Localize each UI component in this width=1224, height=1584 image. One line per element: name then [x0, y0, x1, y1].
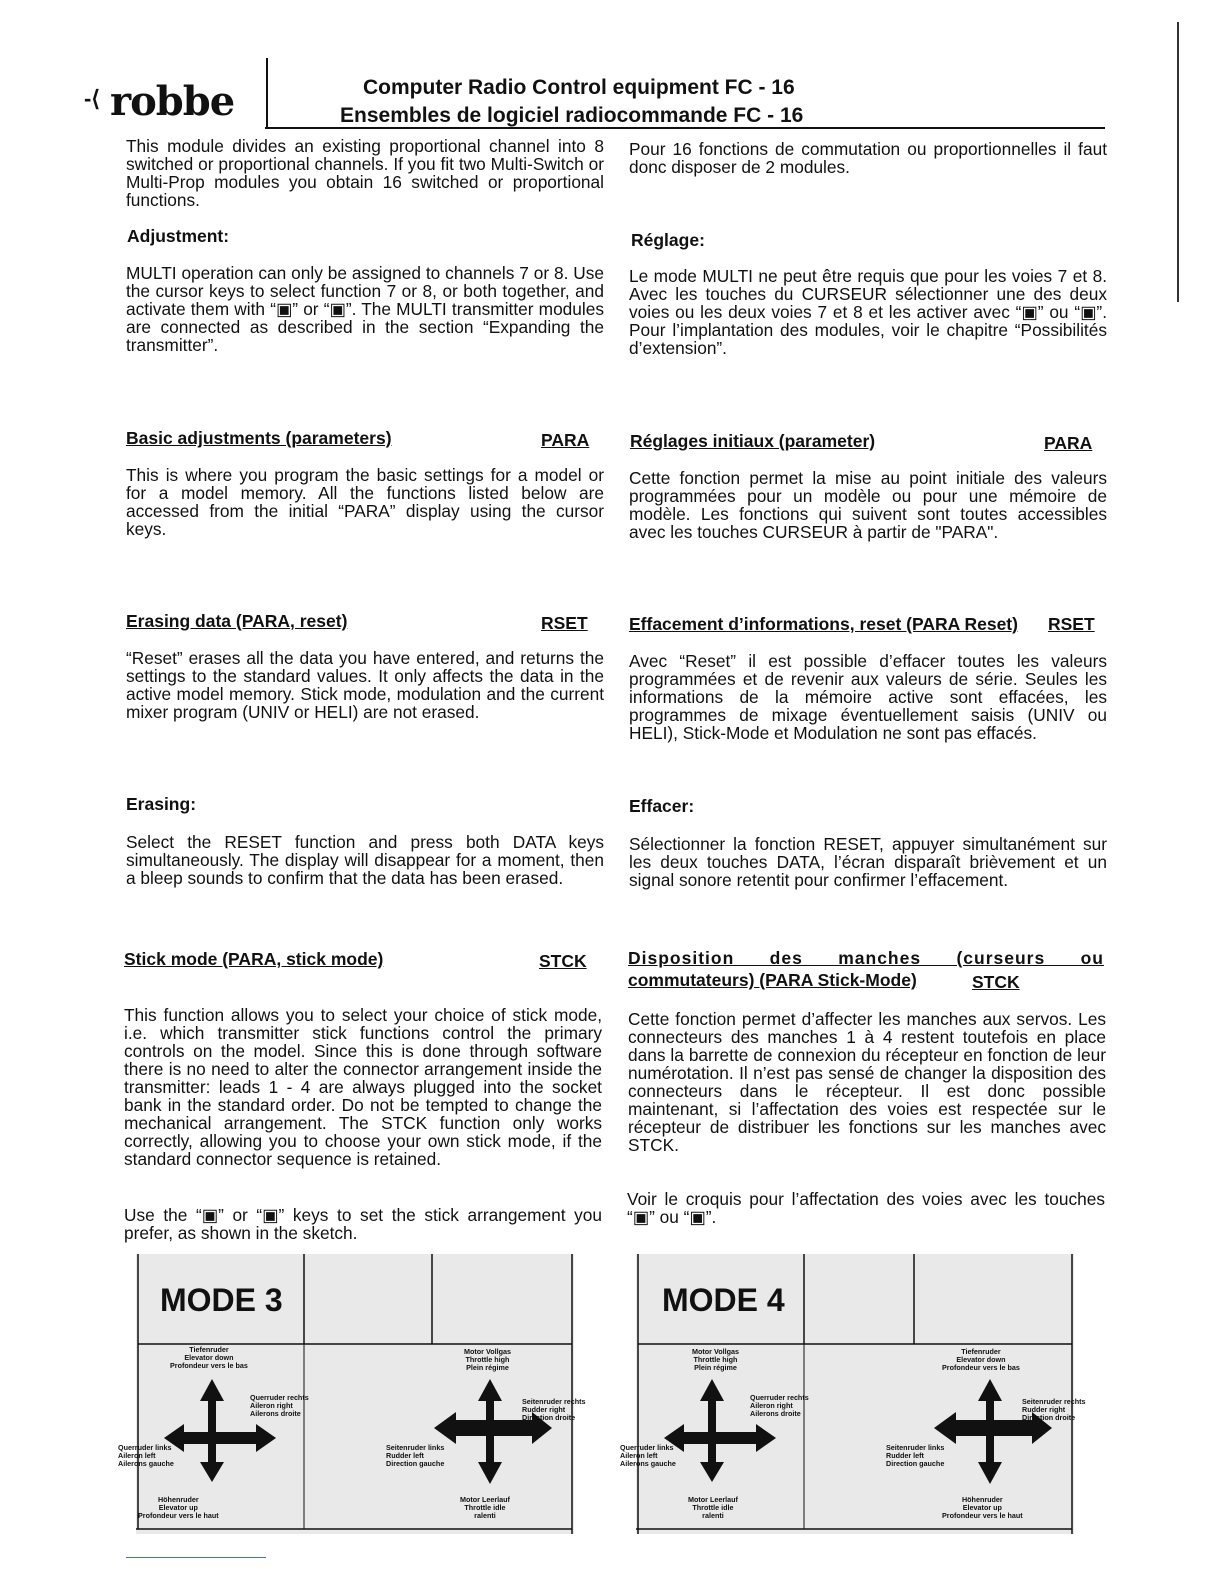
mode3-right-right-label: Seitenruder rechts Rudder right Direction droite [522, 1397, 586, 1422]
header-divider-vertical [266, 58, 268, 128]
right-erasing-data-heading: Effacement d’informations, reset (PARA Reset) [629, 614, 1018, 634]
right-adjustment-text: Le mode MULTI ne peut être requis que pour les voies 7 et 8. Avec les touches du CURSEUR sélectionner une des deux voies ou les deux voies 7 et 8 et les activer avec “▣” ou “▣”. Pour l’implantation des modules, voir le chapitre “Possibilités d’extension”. [629, 266, 1107, 358]
right-intro: Pour 16 fonctions de commutation ou proportionnelles il faut donc disposer de 2 modules. [629, 139, 1107, 177]
mode4-right-left-label: Seitenruder links Rudder left Direction gauche [886, 1443, 945, 1468]
right-basic-heading: Réglages initiaux (parameter) [630, 431, 876, 451]
mode3-left-left-label: Querruder links Aileron left Ailerons gauche [118, 1443, 174, 1468]
mode4-right-cross-icon [934, 1379, 1052, 1484]
header-rule [265, 127, 1105, 129]
left-stick-code: STCK [539, 951, 587, 971]
page-title-en: Computer Radio Control equipment FC - 16 [363, 76, 795, 99]
left-erasing-heading: Erasing: [126, 794, 197, 814]
mode3-right-down-label: Motor Leerlauf Throttle idle ralenti [460, 1495, 510, 1520]
mode4-right-up-label: Tiefenruder Elevator down Profondeur vers le bas [942, 1347, 1020, 1372]
left-stick-text: This function allows you to select your choice of stick mode, i.e. which transmitter stick functions control the primary controls on the model. Since this is done through software there is no need to alter the connector arrangement inside the transmitter: leads 1 - 4 are always plugged into the socket bank in the standard order. Do not be tempted to change the mechanical arrangement. The STCK function only works correctly, allowing you to choose your own stick mode, if the standard connector sequence is retained. [124, 1005, 602, 1169]
mode4-left-up-label: Motor Vollgas Throttle high Plein régime [692, 1347, 739, 1372]
page-edge-rule [1177, 22, 1179, 302]
left-adjustment-text: MULTI operation can only be assigned to channels 7 or 8. Use the cursor keys to select function 7 or 8, or both together, and activate them with “▣” or “▣”. The MULTI transmitter modules are connected as described in the section “Expanding the transmitter”. [126, 263, 604, 355]
right-erasing-heading: Effacer: [629, 796, 695, 816]
left-adjustment-heading: Adjustment: [127, 226, 230, 246]
right-stick-heading-line2: commutateurs) (PARA Stick-Mode) [628, 970, 917, 990]
mode4-left-down-label: Motor Leerlauf Throttle idle ralenti [688, 1495, 738, 1520]
left-erasing-data-heading: Erasing data (PARA, reset) [126, 611, 348, 631]
mode4-title: MODE 4 [662, 1282, 785, 1318]
right-adjustment-heading: Réglage: [631, 230, 705, 250]
right-basic-text: Cette fonction permet la mise au point initiale des valeurs programmées pour un modèle ou pour une mémoire de modèle. Les fonctions qui suivent sont toutes accessibles avec les touches CURSEUR à partir de "PARA". [629, 468, 1107, 542]
robbe-logo: robbe [110, 78, 235, 125]
left-erasing-data-text: “Reset” erases all the data you have entered, and returns the settings to the standard values. It only affects the data in the active model memory. Stick mode, modulation and the current mixer program (UNIV or HELI) are not erased. [126, 648, 604, 722]
mode4-diagram [620, 1254, 1086, 1534]
right-erasing-data-code: RSET [1048, 614, 1095, 634]
right-stick-heading-line1: Disposition des manches (curseurs ou [628, 948, 1104, 968]
left-intro: This module divides an existing proportional channel into 8 switched or proportional channels. If you fit two Multi-Switch or Multi-Prop modules you obtain 16 switched or proportional functions. [126, 136, 604, 210]
left-erasing-data-code: RSET [541, 613, 588, 633]
left-stick-heading: Stick mode (PARA, stick mode) [124, 949, 384, 969]
mode3-left-up-label: Tiefenruder Elevator down Profondeur vers le bas [170, 1345, 248, 1370]
right-erasing-text: Sélectionner la fonction RESET, appuyer simultanément sur les deux touches DATA, l’écran disparaît brièvement et un signal sonore retentit pour confirmer l’effacement. [629, 834, 1107, 890]
mode3-right-left-label: Seitenruder links Rudder left Direction gauche [386, 1443, 445, 1468]
mode4-left-left-label: Querruder links Aileron left Ailerons gauche [620, 1443, 676, 1468]
left-erasing-text: Select the RESET function and press both DATA keys simultaneously. The display will disappear for a moment, then a bleep sounds to confirm that the data has been erased. [126, 832, 604, 888]
mode3-title: MODE 3 [160, 1282, 283, 1318]
right-stick-text: Cette fonction permet d’affecter les manches aux servos. Les connecteurs des manches 1 à 4 restent toutefois en place dans la barrette de connexion du récepteur en fonction de leur numérotation. Il n’est pas sensé de changer la disposition des connecteurs dans le récepteur. Il est donc possible maintenant, si l’affectation des voies est respectée sur le récepteur de distribuer les fonctions sur les manches avec STCK. [628, 1009, 1106, 1155]
mode4-right-right-label: Seitenruder rechts Rudder right Direction droite [1022, 1397, 1086, 1422]
page-footer-rule [126, 1557, 266, 1558]
mode3-right-up-label: Motor Vollgas Throttle high Plein régime [464, 1347, 511, 1372]
right-stick-code: STCK [972, 972, 1020, 992]
mode3-diagram [118, 1254, 586, 1534]
logo-mark-icon: -⟨ [84, 86, 100, 111]
page-title-fr: Ensembles de logiciel radiocommande FC - 16 [340, 104, 804, 127]
left-basic-heading: Basic adjustments (parameters) [126, 428, 392, 448]
left-basic-text: This is where you program the basic settings for a model or for a model memory. All the functions listed below are accessed from the initial “PARA” display using the cursor keys. [126, 465, 604, 539]
mode3-right-cross-icon [434, 1379, 552, 1484]
left-basic-code: PARA [541, 430, 590, 450]
mode3-left-right-label: Querruder rechts Aileron right Ailerons droite [250, 1393, 309, 1418]
mode3-left-down-label: Höhenruder Elevator up Profondeur vers le haut [138, 1495, 219, 1520]
left-stick-text2: Use the “▣” or “▣” keys to set the stick arrangement you prefer, as shown in the sketch. [124, 1205, 602, 1243]
right-erasing-data-text: Avec “Reset” il est possible d’effacer toutes les valeurs programmées et de revenir aux valeurs de série. Seules les informations de la mémoire active sont effacées, les programmes de mixage éventuellement saisis (UNIV ou HELI), Stick-Mode et Modulation ne sont pas effacés. [629, 651, 1107, 743]
right-stick-text2: Voir le croquis pour l’affectation des voies avec les touches “▣” ou “▣”. [627, 1189, 1105, 1227]
mode4-left-right-label: Querruder rechts Aileron right Ailerons droite [750, 1393, 809, 1418]
mode4-right-down-label: Höhenruder Elevator up Profondeur vers le haut [942, 1495, 1023, 1520]
right-basic-code: PARA [1044, 433, 1093, 453]
